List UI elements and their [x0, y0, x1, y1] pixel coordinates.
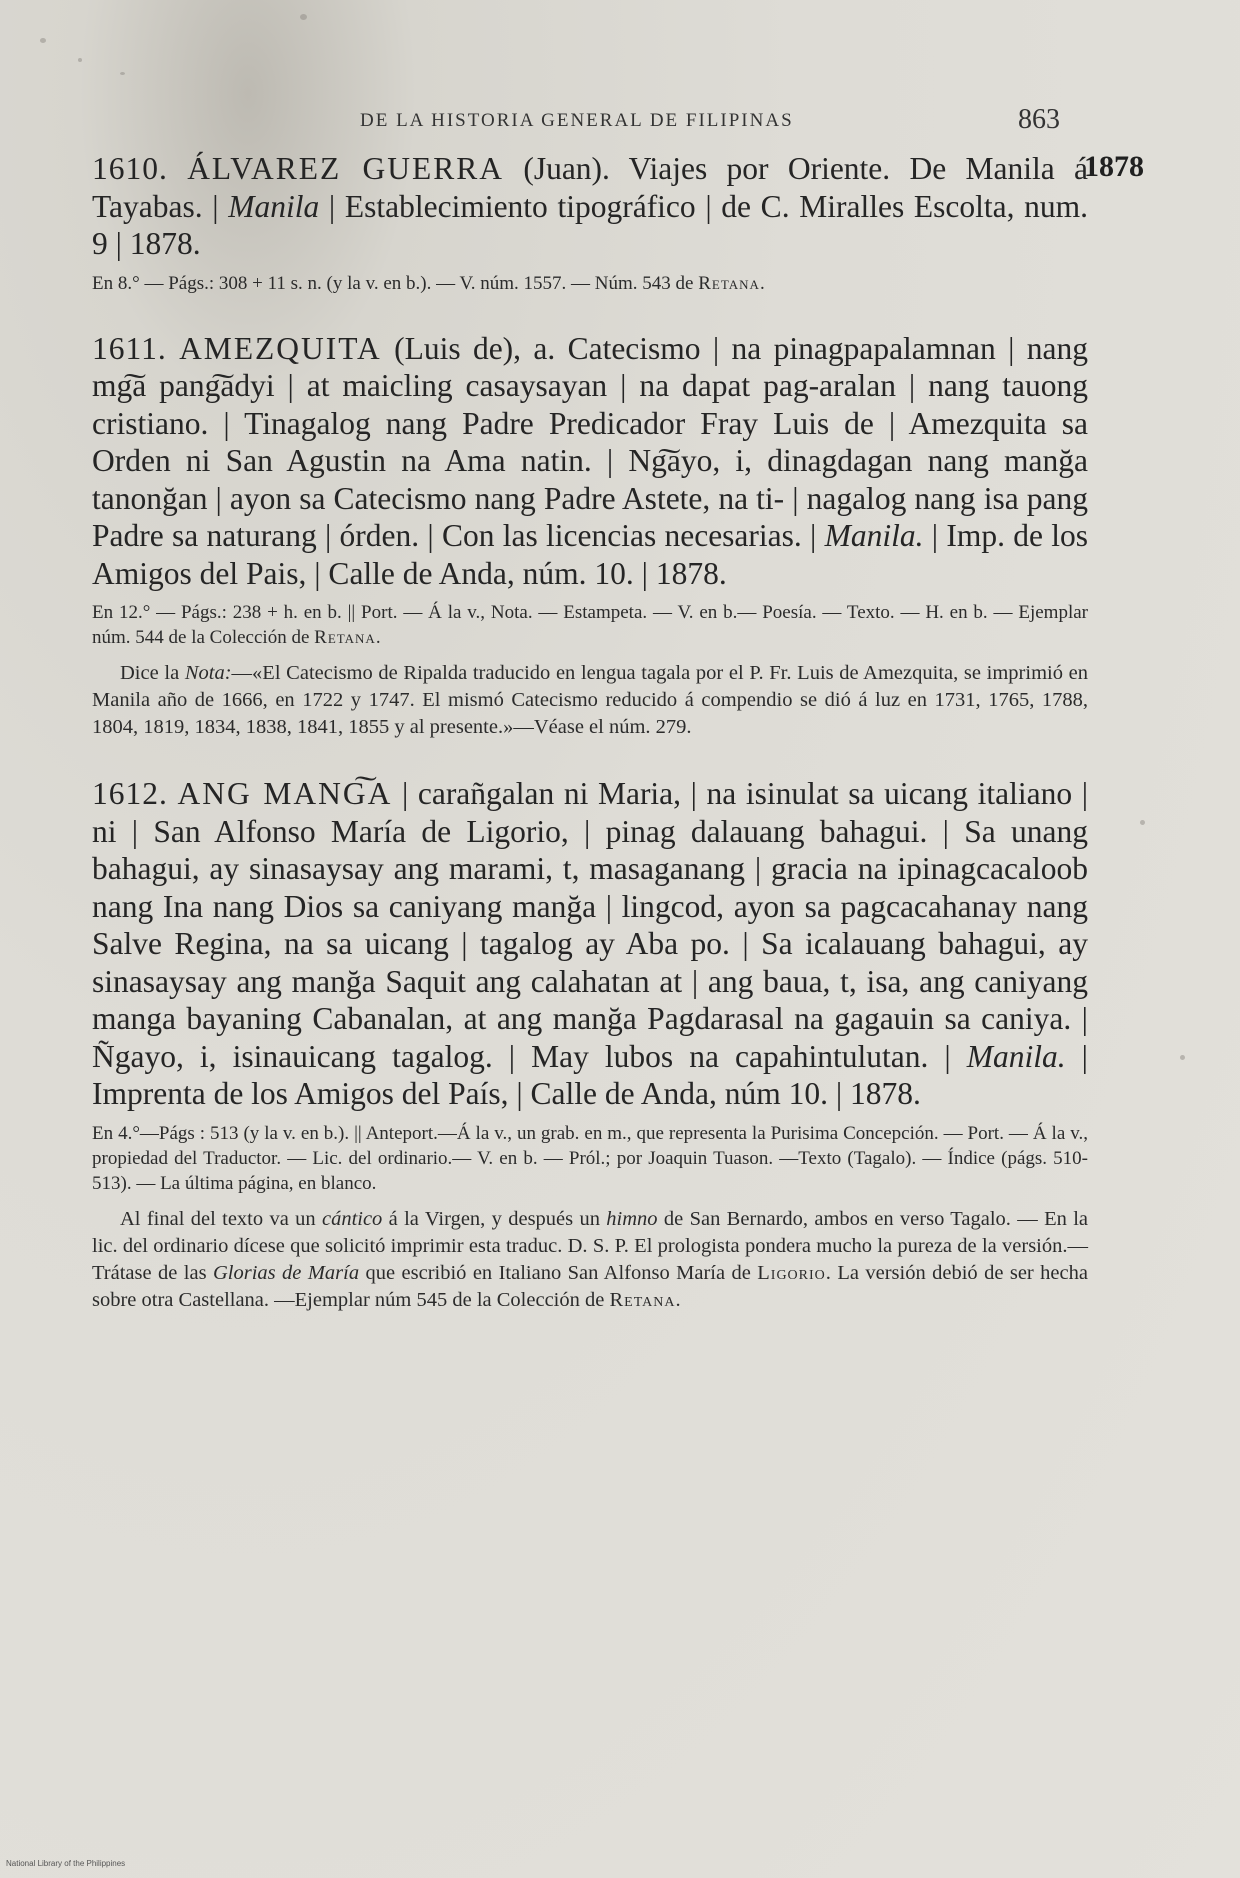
note-text: que escribió en Italiano San Alfonso María de: [359, 1261, 758, 1284]
entry-text: | Imprenta de los Amigos del País, | Calle de Anda, núm 10. | 1878.: [92, 1038, 1088, 1111]
entry-note: [92, 1206, 1088, 1314]
entry-text-italic: Manila.: [824, 518, 924, 553]
entry-title: [92, 775, 1088, 1113]
entry-text: (Luis de), a. Catecismo | na pinagpapalamnan | nang mg͠a pang͠adyi | at maicling casaysayan | na dapat pag-aralan | nang tauong cristiano. | Tinagalog nang Padre Predicador Fray Luis de | Amezquita sa Orden ni San Agustin na Ama natin. | Ng͠ayo, i, dinagdagan nang manğa tanonğan | ayon sa Catecismo nang Padre Astete, na ti- | nagalog nang isa pang Padre sa naturang | órden. | Con las licencias necesarias. |: [92, 330, 1088, 553]
description-smallcaps: Retana: [314, 627, 376, 648]
scan-speck: [1180, 1055, 1185, 1060]
running-head: DE LA HISTORIA GENERAL DE FILIPINAS: [360, 110, 794, 131]
entry-1612: [92, 775, 1088, 1314]
bibliography-entries: [92, 150, 1144, 1314]
description-smallcaps: Retana: [698, 272, 760, 294]
note-text: . La versión debió de ser hecha sobre otra Castellana. —Ejemplar núm 545 de la Colección de: [92, 1261, 1088, 1311]
note-text: —«El Catecismo de Ripalda traducido en lengua tagala por el P. Fr. Luis de Amezquita, se imprimió en Manila año de 1666, en 1722 y 1747. El mismó Catecismo reducido á compendio se dió á luz en 1731, 1765, 1788, 1804, 1819, 1834, 1838, 1841, 1855 y al presente.»—Véase el núm. 279.: [92, 662, 1088, 738]
entry-1611: [92, 330, 1088, 742]
entry-number: 1612.: [92, 776, 168, 811]
description-text: En 12.° — Págs.: 238 + h. en b. || Port. — Á la v., Nota. — Estampeta. — V. en b.— Poesía. — Texto. — H. en b. — Ejemplar núm. 544 de la Colección de: [92, 602, 1088, 648]
scan-speck: [300, 14, 307, 20]
entry-author: ANG MANG͠A: [177, 776, 393, 811]
note-text: Dice la: [120, 662, 185, 684]
note-italic: Nota:: [184, 662, 232, 684]
description-text: En 4.°—Págs : 513 (y la v. en b.). || Anteport.—Á la v., un grab. en m., que representa la Purisima Concepción. — Port. — Á la v., propiedad del Traductor. — Lic. del ordinario.— V. en b. — Pról.; por Joaquin Tuason. —Texto (Tagalo). — Índice (págs. 510-513). — La última página, en blanco.: [92, 1122, 1088, 1194]
entry-number: 1610.: [92, 151, 168, 186]
description-text: .: [759, 272, 765, 294]
entry-text-italic: Manila: [228, 188, 320, 224]
page-number: 863: [1018, 104, 1060, 135]
entry-note: [92, 660, 1088, 741]
entry-text-italic: Manila.: [966, 1038, 1066, 1074]
description-text: En 8.° — Págs.: 308 + 11 s. n. (y la v. en b.). — V. núm. 1557. — Núm. 543 de: [92, 272, 699, 294]
note-text: á la Virgen, y después un: [382, 1207, 607, 1230]
note-italic: Glorias de María: [212, 1261, 360, 1284]
scan-speck: [120, 72, 125, 75]
entry-author: ÁLVAREZ GUERRA: [187, 151, 505, 186]
margin-year: 1878: [1084, 150, 1144, 183]
entry-author: AMEZQUITA: [179, 330, 382, 366]
library-stamp: National Library of the Philippines: [6, 1859, 126, 1868]
note-italic: cántico: [321, 1207, 383, 1230]
note-text: Al final del texto va un: [120, 1207, 322, 1230]
note-smallcaps: Retana: [609, 1288, 676, 1311]
entry-text: | Imp. de los Amigos del Pais, | Calle de Anda, núm. 10. | 1878.: [92, 518, 1088, 591]
entry-text: | carañgalan ni Maria, | na isinulat sa uicang italiano | ni | San Alfonso María de Ligorio, | pinag dalauang bahagui. | Sa unang bahagui, ay sinasaysay ang marami, t, masaganang | gracia na ipinagcacaloob nang Ina nang Dios sa caniyang manğa | lingcod, ayon sa pagcacahanay nang Salve Regina, na sa uicang | tagalog ay Aba po. | Sa icalauang bahagui, ay sinasaysay ang manğa Saquit ang calahatan at | ang baua, t, isa, ang caniyang manga bayaning Cabanalan, at ang manğa Pagdarasal na gagauin sa caniya. | Ñgayo, i, isinauicang tagalog. | May lubos na capahintulutan. |: [92, 776, 1089, 1074]
description-text: .: [375, 627, 381, 648]
entry-title: [92, 150, 1088, 263]
entry-text: (Juan). Viajes por Oriente. De Manila á Tayabas. |: [92, 151, 1088, 224]
note-italic: himno: [606, 1207, 658, 1230]
entry-description: [92, 1121, 1088, 1196]
entry-text: | Establecimiento tipográfico | de C. Miralles Escolta, num. 9 | 1878.: [92, 188, 1088, 261]
entry-1610: [92, 150, 1144, 296]
scan-speck: [40, 38, 46, 43]
note-smallcaps: Ligorio: [757, 1261, 826, 1284]
note-text: .: [675, 1288, 681, 1311]
entry-title: [92, 330, 1088, 593]
note-text: de San Bernardo, ambos en verso Tagalo. — En la lic. del ordinario dícese que solicitó imprimir esta traduc. D. S. P. El prologista pondera mucho la pureza de la versión.— Trátase de las: [92, 1207, 1088, 1284]
entry-description: [92, 271, 1088, 296]
entry-number: 1611.: [92, 330, 167, 366]
scan-speck: [78, 58, 82, 62]
entry-description: [92, 600, 1088, 650]
scan-speck: [1140, 820, 1145, 825]
